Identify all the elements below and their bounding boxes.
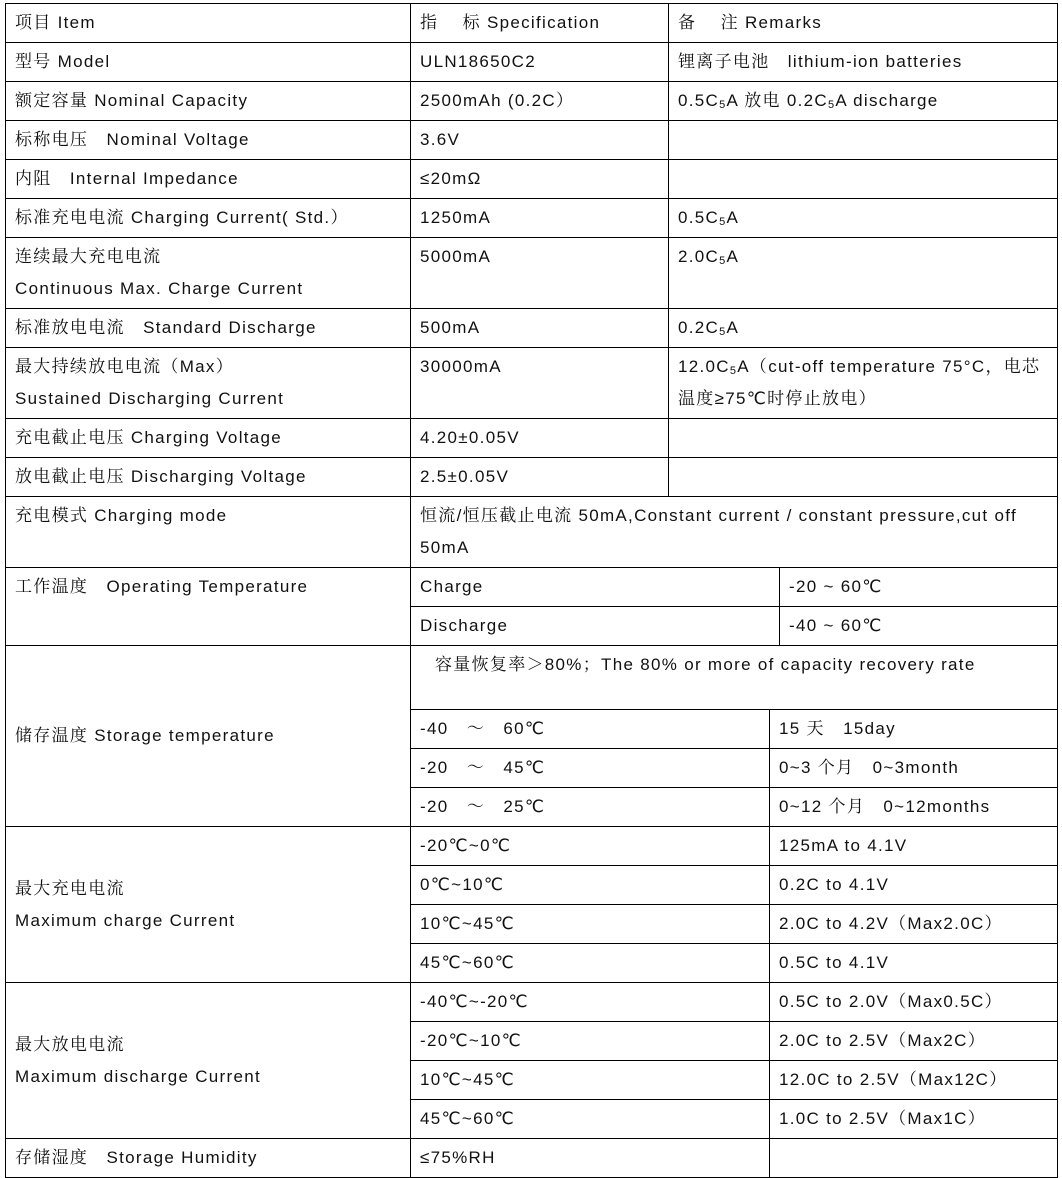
table-row	[6, 827, 1058, 866]
std-discharge-remarks: $0.2C_5A$	[669, 309, 1058, 348]
table-row	[6, 309, 1058, 348]
std-discharge-item: 标准放电电流 Standard Discharge	[6, 309, 411, 348]
operating-temperature-discharge-label: Discharge	[411, 607, 780, 646]
charging-voltage-item: 充电截止电压 Charging Voltage	[6, 419, 411, 458]
max-discharge-by-temp-item: 最大放电电流 Maximum discharge Current	[6, 983, 411, 1139]
table-row	[6, 458, 1058, 497]
max-charge-current-spec: 5000mA	[411, 238, 669, 309]
internal-impedance-remarks	[669, 160, 1058, 199]
discharge-temp-value: 1.0C to 2.5V（Max1C）	[770, 1100, 1058, 1139]
spec-table	[5, 3, 1058, 1178]
charge-temp-value: 0.2C to 4.1V	[770, 866, 1058, 905]
charge-temp-value: 125mA to 4.1V	[770, 827, 1058, 866]
discharging-voltage-remarks	[669, 458, 1058, 497]
table-row	[6, 43, 1058, 82]
table-row	[6, 82, 1058, 121]
nominal-voltage-item: 标称电压 Nominal Voltage	[6, 121, 411, 160]
discharge-temp-range: 10℃~45℃	[411, 1061, 770, 1100]
storage-humidity-remarks	[770, 1139, 1058, 1178]
table-row	[6, 348, 1058, 419]
charge-temp-value: 0.5C to 4.1V	[770, 944, 1058, 983]
std-charge-current-spec: 1250mA	[411, 199, 669, 238]
table-row	[6, 199, 1058, 238]
nominal-capacity-remarks: $0.5C_5A$ 放电 $0.2C_5A$ discharge	[669, 82, 1058, 121]
table-row	[6, 568, 1058, 607]
storage-duration: 0~12 个月 0~12months	[770, 788, 1058, 827]
table-row	[6, 983, 1058, 1022]
charging-voltage-remarks	[669, 419, 1058, 458]
charging-mode-item: 充电模式 Charging mode	[6, 497, 411, 568]
charging-mode-spec: 恒流/恒压截止电流 50mA,Constant current / constant pressure,cut off 50mA	[411, 497, 1058, 568]
charging-voltage-spec: 4.20±0.05V	[411, 419, 669, 458]
nominal-voltage-remarks	[669, 121, 1058, 160]
operating-temperature-charge-value: -20 ~ 60℃	[780, 568, 1058, 607]
table-row	[6, 646, 1058, 710]
max-charge-by-temp-item: 最大充电电流 Maximum charge Current	[6, 827, 411, 983]
storage-humidity-spec: ≤75%RH	[411, 1139, 770, 1178]
table-row	[6, 238, 1058, 309]
header-spec: 指 标 Specification	[411, 4, 669, 43]
sustained-discharge-item: 最大持续放电电流（Max） Sustained Discharging Current	[6, 348, 411, 419]
operating-temperature-item: 工作温度 Operating Temperature	[6, 568, 411, 646]
storage-range: -40 ～ 60℃	[411, 710, 770, 749]
discharging-voltage-spec: 2.5±0.05V	[411, 458, 669, 497]
storage-humidity-item: 存储湿度 Storage Humidity	[6, 1139, 411, 1178]
charge-temp-range: 0℃~10℃	[411, 866, 770, 905]
std-discharge-spec: 500mA	[411, 309, 669, 348]
table-row	[6, 160, 1058, 199]
storage-range: -20 ～ 25℃	[411, 788, 770, 827]
storage-duration: 0~3 个月 0~3month	[770, 749, 1058, 788]
table-row	[6, 419, 1058, 458]
model-remarks: 锂离子电池 lithium-ion batteries	[669, 43, 1058, 82]
table-row	[6, 121, 1058, 160]
internal-impedance-item: 内阻 Internal Impedance	[6, 160, 411, 199]
nominal-capacity-spec: 2500mAh (0.2C）	[411, 82, 669, 121]
discharge-temp-range: -20℃~10℃	[411, 1022, 770, 1061]
storage-temperature-item: 储存温度 Storage temperature	[6, 646, 411, 827]
charge-temp-range: 10℃~45℃	[411, 905, 770, 944]
charge-temp-value: 2.0C to 4.2V（Max2.0C）	[770, 905, 1058, 944]
charge-temp-range: -20℃~0℃	[411, 827, 770, 866]
max-charge-current-item: 连续最大充电电流 Continuous Max. Charge Current	[6, 238, 411, 309]
header-item: 项目 Item	[6, 4, 411, 43]
nominal-capacity-item: 额定容量 Nominal Capacity	[6, 82, 411, 121]
internal-impedance-spec: ≤20mΩ	[411, 160, 669, 199]
table-row	[6, 1139, 1058, 1178]
storage-duration: 15 天 15day	[770, 710, 1058, 749]
discharge-temp-range: 45℃~60℃	[411, 1100, 770, 1139]
discharge-temp-value: 2.0C to 2.5V（Max2C）	[770, 1022, 1058, 1061]
std-charge-current-remarks: $0.5C_5A$	[669, 199, 1058, 238]
nominal-voltage-spec: 3.6V	[411, 121, 669, 160]
operating-temperature-discharge-value: -40 ~ 60℃	[780, 607, 1058, 646]
header-remarks: 备 注 Remarks	[669, 4, 1058, 43]
table-row	[6, 497, 1058, 568]
model-item: 型号 Model	[6, 43, 411, 82]
std-charge-current-item: 标准充电电流 Charging Current( Std.）	[6, 199, 411, 238]
discharge-temp-range: -40℃~-20℃	[411, 983, 770, 1022]
max-charge-current-remarks: $2.0C_5A$	[669, 238, 1058, 309]
operating-temperature-charge-label: Charge	[411, 568, 780, 607]
discharge-temp-value: 12.0C to 2.5V（Max12C）	[770, 1061, 1058, 1100]
sustained-discharge-spec: 30000mA	[411, 348, 669, 419]
storage-temperature-note: 容量恢复率＞80%；The 80% or more of capacity recovery rate	[411, 646, 1058, 710]
discharging-voltage-item: 放电截止电压 Discharging Voltage	[6, 458, 411, 497]
storage-range: -20 ～ 45℃	[411, 749, 770, 788]
charge-temp-range: 45℃~60℃	[411, 944, 770, 983]
model-spec: ULN18650C2	[411, 43, 669, 82]
sustained-discharge-remarks: $12.0C_5A(cut$-off temperature 75°C，电芯温度≥75℃时停止放电）	[669, 348, 1058, 419]
table-header-row	[6, 4, 1058, 43]
discharge-temp-value: 0.5C to 2.0V（Max0.5C）	[770, 983, 1058, 1022]
